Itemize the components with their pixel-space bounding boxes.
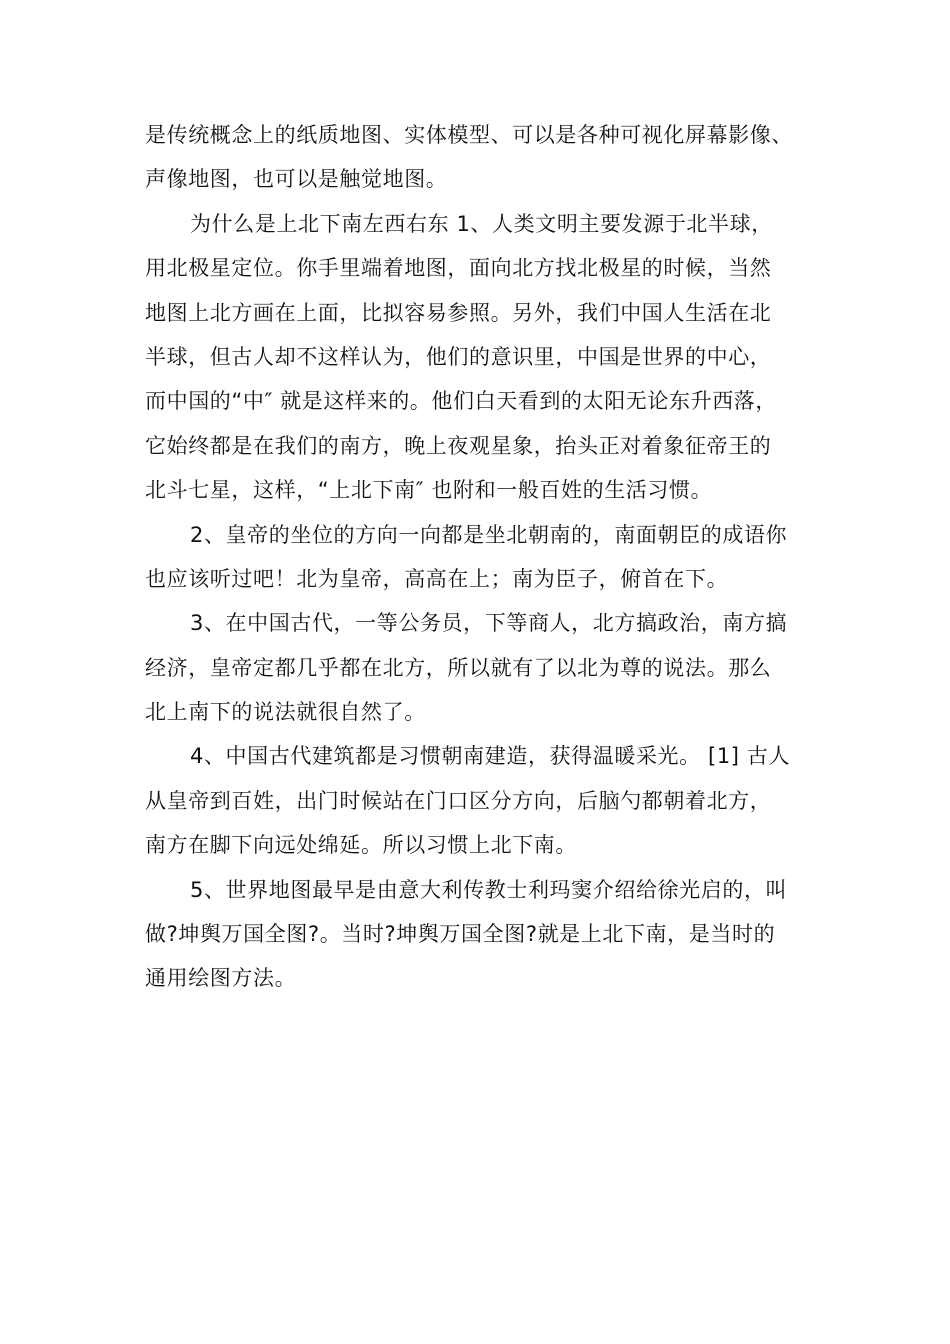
text-line: 从皇帝到百姓，出门时候站在门口区分方向，后脑勺都朝着北方， [145, 788, 772, 813]
text-line: 3、在中国古代，一等公务员，下等商人，北方搞政治，南方搞 [190, 611, 788, 636]
text-line: 声像地图，也可以是触觉地图。 [145, 167, 448, 192]
text-line: 而中国的“中″ 就是这样来的。他们白天看到的太阳无论东升西落， [145, 389, 777, 414]
text-line: 北斗七星，这样，“上北下南″ 也附和一般百姓的生活习惯。 [145, 478, 713, 503]
text-line: 2、皇帝的坐位的方向一向都是坐北朝南的，南面朝臣的成语你 [190, 522, 788, 547]
text-line: 南方在脚下向远处绵延。所以习惯上北下南。 [145, 833, 577, 858]
text-line: 也应该听过吧！北为皇帝，高高在上；南为臣子，俯首在下。 [145, 566, 729, 591]
text-line: 4、中国古代建筑都是习惯朝南建造，获得温暖采光。 [1] 古人 [190, 744, 791, 769]
text-line: 地图上北方画在上面，比拟容易参照。另外，我们中国人生活在北 [145, 300, 772, 325]
document-body [145, 113, 810, 1001]
text-line: 5、世界地图最早是由意大利传教士利玛窦介绍给徐光启的，叫 [190, 877, 788, 902]
text-line: 经济，皇帝定都几乎都在北方，所以就有了以北为尊的说法。那么 [145, 655, 772, 680]
text-line: 通用绘图方法。 [145, 966, 297, 991]
text-line: 为什么是上北下南左西右东 1、人类文明主要发源于北半球， [190, 211, 773, 236]
text-line: 半球，但古人却不这样认为，他们的意识里，中国是世界的中心， [145, 344, 772, 369]
text-line: 它始终都是在我们的南方，晚上夜观星象，抬头正对着象征帝王的 [145, 433, 772, 458]
text-line: 是传统概念上的纸质地图、实体模型、可以是各种可视化屏幕影像、 [145, 123, 793, 147]
text-line: 做?坤舆万国全图?。当时?坤舆万国全图?就是上北下南，是当时的 [145, 922, 776, 947]
text-line: 用北极星定位。你手里端着地图，面向北方找北极星的时候，当然 [145, 256, 772, 281]
text-line: 北上南下的说法就很自然了。 [145, 700, 426, 725]
